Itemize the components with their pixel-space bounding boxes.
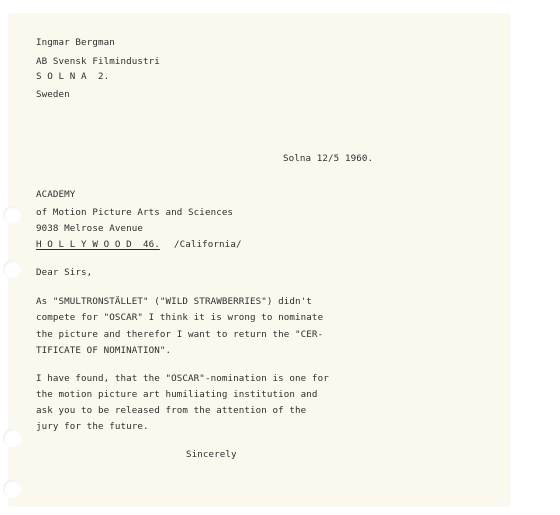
paragraph-2-line-3: ask you to be released from the attention of the [36,405,307,416]
punch-hole-1 [3,206,21,224]
sender-company: AB Svensk Filmindustri [36,56,160,67]
paragraph-1-line-4: TIFICATE OF NOMINATION". [36,345,172,356]
paragraph-2-line-4: jury for the future. [36,421,149,432]
punch-hole-4 [3,480,21,498]
recipient-city: H O L L Y W O O D 46. [36,239,160,250]
recipient-line-2: of Motion Picture Arts and Sciences [36,207,234,218]
punch-hole-3 [3,429,21,447]
salutation: Dear Sirs, [36,267,93,278]
sender-name: Ingmar Bergman [36,37,115,48]
paragraph-1-line-3: the picture and therefor I want to return the "CER- [36,329,324,340]
closing: Sincerely [186,449,237,460]
recipient-line-1: ACADEMY [36,189,76,200]
sender-country: Sweden [36,89,70,100]
paragraph-1-line-1: As "SMULTRONSTÄLLET" ("WILD STRAWBERRIES") didn't [36,296,312,307]
paragraph-2-line-1: I have found, that the "OSCAR"-nomination is one for [36,373,329,384]
punch-hole-2 [3,260,21,278]
recipient-state: /California/ [174,239,242,250]
sender-city: S O L N A 2. [36,71,110,82]
letter-date: Solna 12/5 1960. [283,153,374,164]
recipient-line-3: 9038 Melrose Avenue [36,223,143,234]
paragraph-1-line-2: compete for "OSCAR" I think it is wrong to nominate [36,312,324,323]
paragraph-2-line-2: the motion picture art humiliating institution and [36,389,318,400]
letter-page [9,14,510,506]
